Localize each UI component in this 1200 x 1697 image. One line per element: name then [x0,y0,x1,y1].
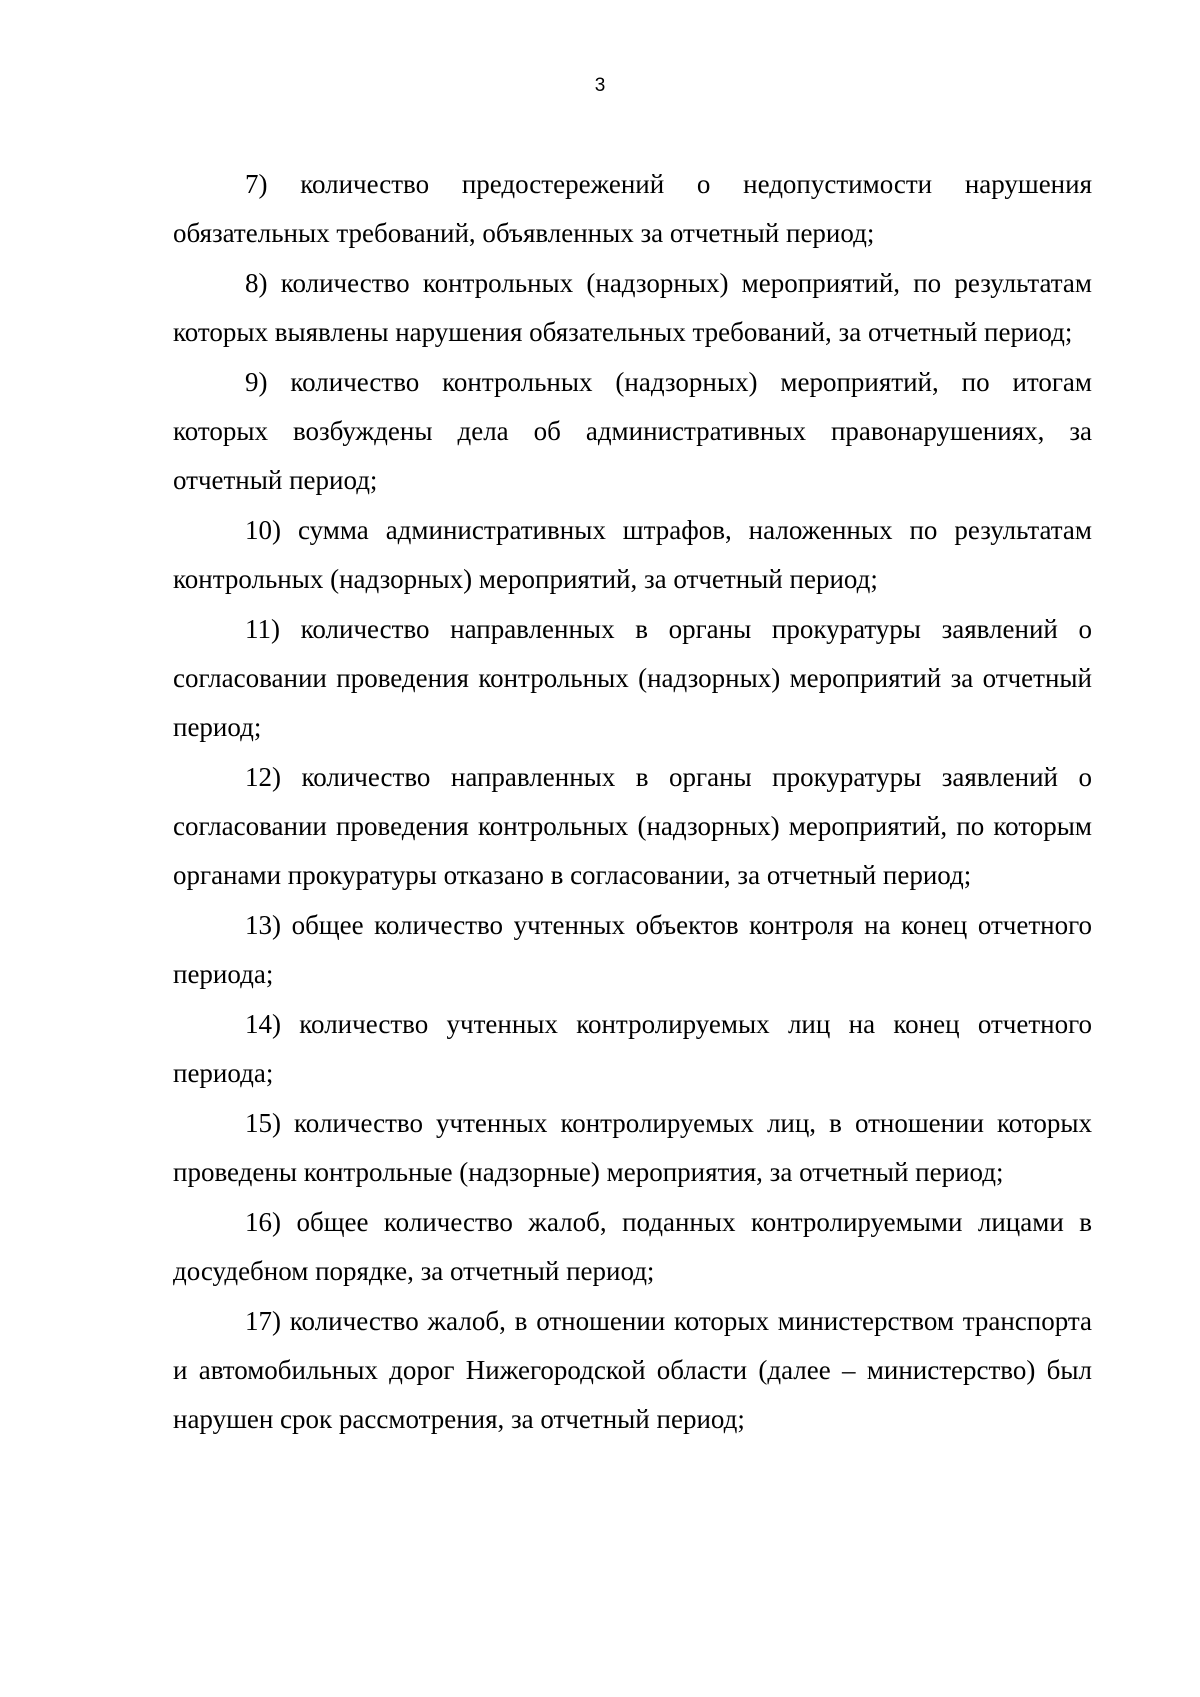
list-item-8: 8) количество контрольных (надзорных) мероприятий, по результатам которых выявлены нарушения обязательных требований, за отчетный период; [173,268,1092,347]
list-item-10: 10) сумма административных штрафов, наложенных по результатам контрольных (надзорных) мероприятий, за отчетный период; [173,515,1092,594]
list-item-14: 14) количество учтенных контролируемых лиц на конец отчетного периода; [173,1009,1092,1088]
page-number: 3 [594,75,606,96]
list-item-11: 11) количество направленных в органы прокуратуры заявлений о согласовании проведения контрольных (надзорных) мероприятий за отчетный период; [173,614,1092,742]
list-item-16: 16) общее количество жалоб, поданных контролируемыми лицами в досудебном порядке, за отчетный период; [173,1207,1092,1286]
list-item-12: 12) количество направленных в органы прокуратуры заявлений о согласовании проведения контрольных (надзорных) мероприятий, по которым органами прокуратуры отказано в согласовании, за отчетный период; [173,762,1092,890]
list-item-17: 17) количество жалоб, в отношении которых министерством транспорта и автомобильных дорог Нижегородской области (далее – министерство) был нарушен срок рассмотрения, за отчетный период; [173,1306,1092,1434]
list-item-15: 15) количество учтенных контролируемых лиц, в отношении которых проведены контрольные (надзорные) мероприятия, за отчетный период; [173,1108,1092,1187]
list-item-9: 9) количество контрольных (надзорных) мероприятий, по итогам которых возбуждены дела об административных правонарушениях, за отчетный период; [173,367,1092,495]
list-item-7: 7) количество предостережений о недопустимости нарушения обязательных требований, объявленных за отчетный период; [173,169,1092,248]
document-body [173,160,1092,1445]
list-item-13: 13) общее количество учтенных объектов контроля на конец отчетного периода; [173,910,1092,989]
